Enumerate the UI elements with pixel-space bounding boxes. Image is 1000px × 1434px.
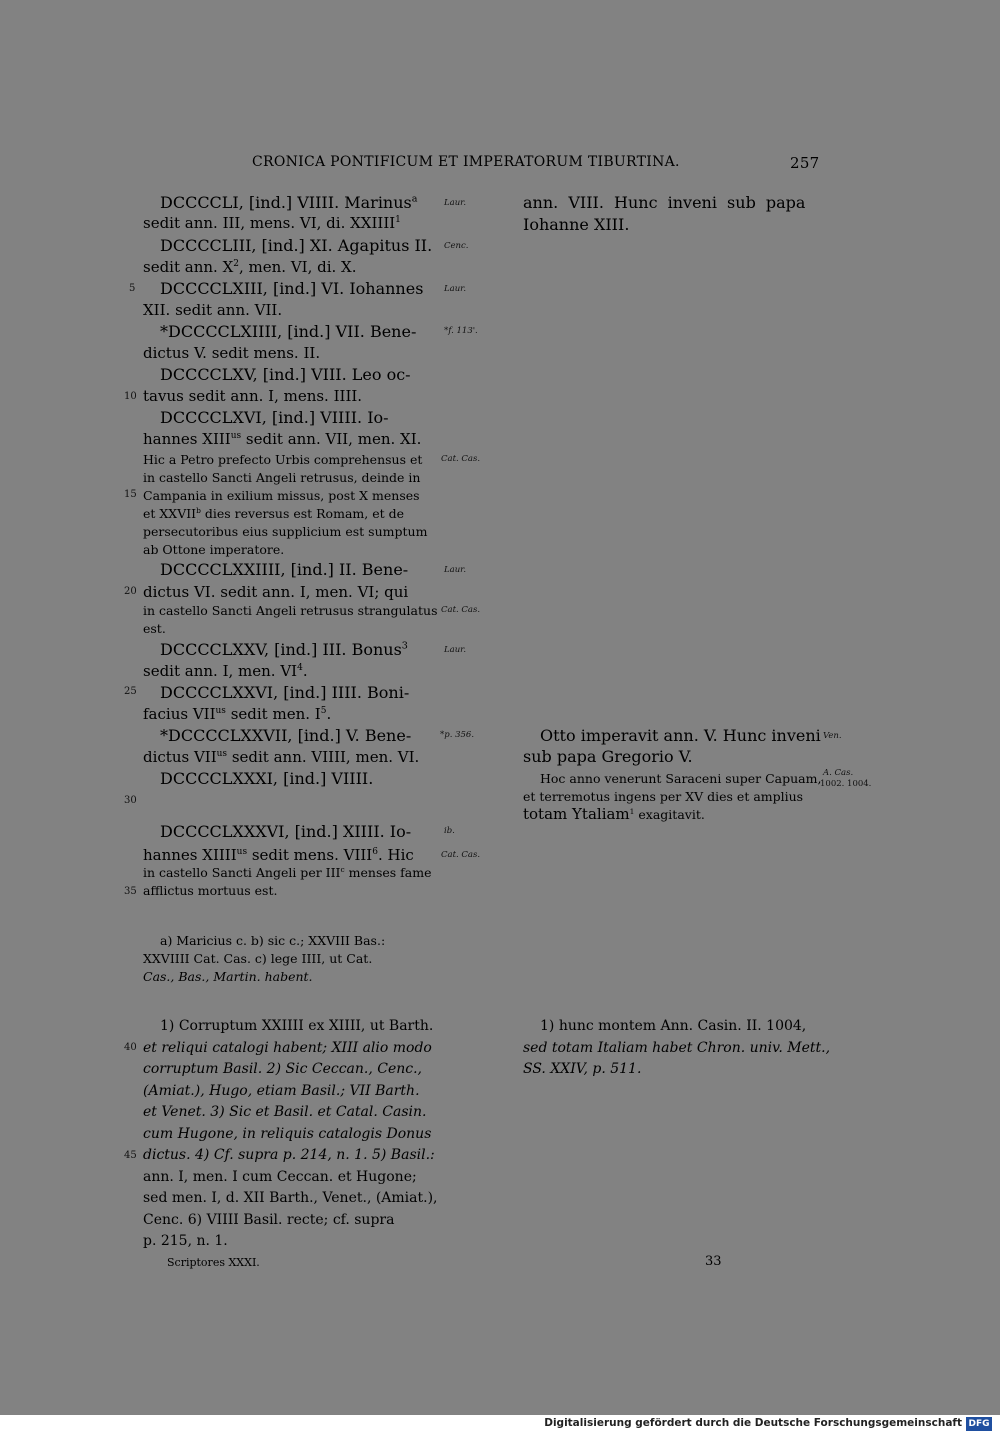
footnote-line: cum Hugone, in reliquis catalogis Donus [143,1126,432,1142]
text-line: DCCCCLXIII, [ind.] VI. Iohannes [160,279,424,298]
line-number: 15 [124,489,137,500]
margin-siglum: Cat. Cas. [441,850,481,860]
variant-note: Cas., Bas., Martin. habent. [143,969,313,984]
footnote-line: 1) hunc montem Ann. Casin. II. 1004, [540,1018,807,1034]
text-line: Iohanne XIII. [523,215,630,234]
text-line: DCCCCLXXXI, [ind.] VIIII. [160,769,374,788]
page-number: 257 [790,154,820,172]
margin-siglum: A. Cas. [823,768,854,778]
text-line: ann. VIII. Hunc inveni sub papa [523,193,806,212]
footnote-line: et reliqui catalogi habent; XIII alio modo [143,1040,432,1056]
footnote-line: Cenc. 6) VIIII Basil. recte; cf. supra [143,1212,395,1228]
text-line: *DCCCCLXIIII, [ind.] VII. Bene- [160,322,417,341]
footnote-line: p. 215, n. 1. [143,1233,228,1249]
text-line: persecutoribus eius supplicium est sumptum [143,524,428,539]
text-line: sub papa Gregorio V. [523,747,693,766]
digitization-credit-bar [0,1415,1000,1434]
text-line: DCCCCLXXXVI, [ind.] XIIII. Io- [160,822,412,841]
text-line: sedit ann. I, men. $VI^4$. [143,662,308,680]
text-line: hannes $XIIII^{us}$ sedit mens. VIII$^6$. Hic [143,846,414,864]
variant-note: XXVIIII Cat. Cas. c) lege IIII, ut Cat. [143,951,373,966]
margin-siglum: 1002. 1004. [820,779,872,789]
text-line: DCCCCLXVI, [ind.] VIIII. Io- [160,408,389,427]
line-number: 5 [129,283,136,294]
text-line: est. [143,621,166,636]
line-number: 35 [124,886,137,897]
text-line: et XXVII$^b$ dies reversus est Romam, et de [143,505,404,521]
text-line: sedit ann. $X^2$, men. VI, di. X. [143,258,357,276]
footnote-line: sed men. I, d. XII Barth., Venet., (Amiat.), [143,1190,438,1206]
variant-note: a) Maricius c. b) sic c.; XXVIII Bas.: [160,933,386,948]
text-line: et terremotus ingens per XV dies et amplius [523,789,804,804]
text-line: DCCCCLXXVI, [ind.] IIII. Boni- [160,683,410,702]
text-line: facius $VII^{us}$ sedit men. $I^5$. [143,705,332,723]
footnote-line: corruptum Basil. 2) Sic Ceccan., Cenc., [143,1061,423,1077]
text-line: Hoc anno venerunt Saraceni super Capuam, [540,771,822,786]
margin-siglum: Cat. Cas. [441,605,481,615]
text-line: dictus V. sedit mens. II. [143,344,321,362]
text-line: dictus VI. sedit ann. I, men. VI; qui [143,583,409,601]
margin-siglum: *f. 113'. [444,326,478,336]
footnote-line: 1) Corruptum XXIIII ex XIIII, ut Barth. [160,1018,434,1034]
signature-mark: Scriptores XXXI. [167,1256,260,1269]
line-number: 30 [124,795,137,806]
text-line: DCCCCLXXV, [ind.] III. Bonus$^3$ [160,640,408,659]
text-line: afflictus mortuus est. [143,883,278,898]
text-line: in castello Sancti Angeli retrusus, deinde in [143,470,421,485]
text-line: DCCCCLIII, [ind.] XI. Agapitus II. [160,236,433,255]
footnote-line: sed totam Italiam habet Chron. univ. Mett., [523,1040,831,1056]
margin-siglum: Laur. [444,284,467,294]
digitization-credit-text: Digitalisierung gefördert durch die Deutsche Forschungsgemeinschaft [544,1417,962,1429]
running-title: CRONICA PONTIFICUM ET IMPERATORUM TIBURTINA. [252,154,680,170]
sheet-number: 33 [705,1254,722,1269]
margin-siglum: *p. 356. [440,730,475,740]
line-number: 25 [124,686,137,697]
text-line: ab Ottone imperatore. [143,542,285,557]
dfg-logo: DFG [966,1417,992,1431]
footnote-line: SS. XXIV, p. 511. [523,1061,642,1077]
text-line: XII. sedit ann. VII. [143,301,283,319]
line-number: 45 [124,1150,137,1161]
text-line: *DCCCCLXXVII, [ind.] V. Bene- [160,726,412,745]
text-line: DCCCCLXV, [ind.] VIII. Leo oc- [160,365,411,384]
text-line: DCCCCLXXIIII, [ind.] II. Bene- [160,560,409,579]
footnote-line: ann. I, men. I cum Ceccan. et Hugone; [143,1169,417,1185]
text-line: in castello Sancti Angeli per III$^c$ menses fame [143,864,432,880]
margin-siglum: Laur. [444,565,467,575]
text-line: dictus $VII^{us}$ sedit ann. VIIII, men. VI. [143,748,420,766]
margin-siglum: Ven. [823,731,842,741]
margin-siglum: ib. [444,826,455,836]
text-line: Hic a Petro prefecto Urbis comprehensus et [143,452,423,467]
margin-siglum: Cat. Cas. [441,454,481,464]
text-line: tavus sedit ann. I, mens. IIII. [143,387,363,405]
footnote-line: dictus. 4) Cf. supra p. 214, n. 1. 5) Basil.: [143,1147,435,1163]
text-line: Campania in exilium missus, post X menses [143,488,420,503]
footnote-line: (Amiat.), Hugo, etiam Basil.; VII Barth. [143,1083,420,1099]
text-line: totam Ytaliam$^1$ exagitavit. [523,805,705,823]
text-line: sedit ann. III, mens. VI, di. XXIIII$^1$ [143,214,401,232]
text-line: hannes $XIII^{us}$ sedit ann. VII, men. XI. [143,430,422,448]
margin-siglum: Laur. [444,198,467,208]
text-line: DCCCCLI, [ind.] VIIII. Marinus$^a$ [160,193,418,212]
line-number: 10 [124,391,137,402]
footnote-line: et Venet. 3) Sic et Basil. et Catal. Casin. [143,1104,427,1120]
line-number: 20 [124,586,137,597]
text-line: in castello Sancti Angeli retrusus strangulatus [143,603,438,618]
text-line: Otto imperavit ann. V. Hunc inveni [540,726,821,745]
margin-siglum: Cenc. [444,241,469,251]
line-number: 40 [124,1042,137,1053]
margin-siglum: Laur. [444,645,467,655]
